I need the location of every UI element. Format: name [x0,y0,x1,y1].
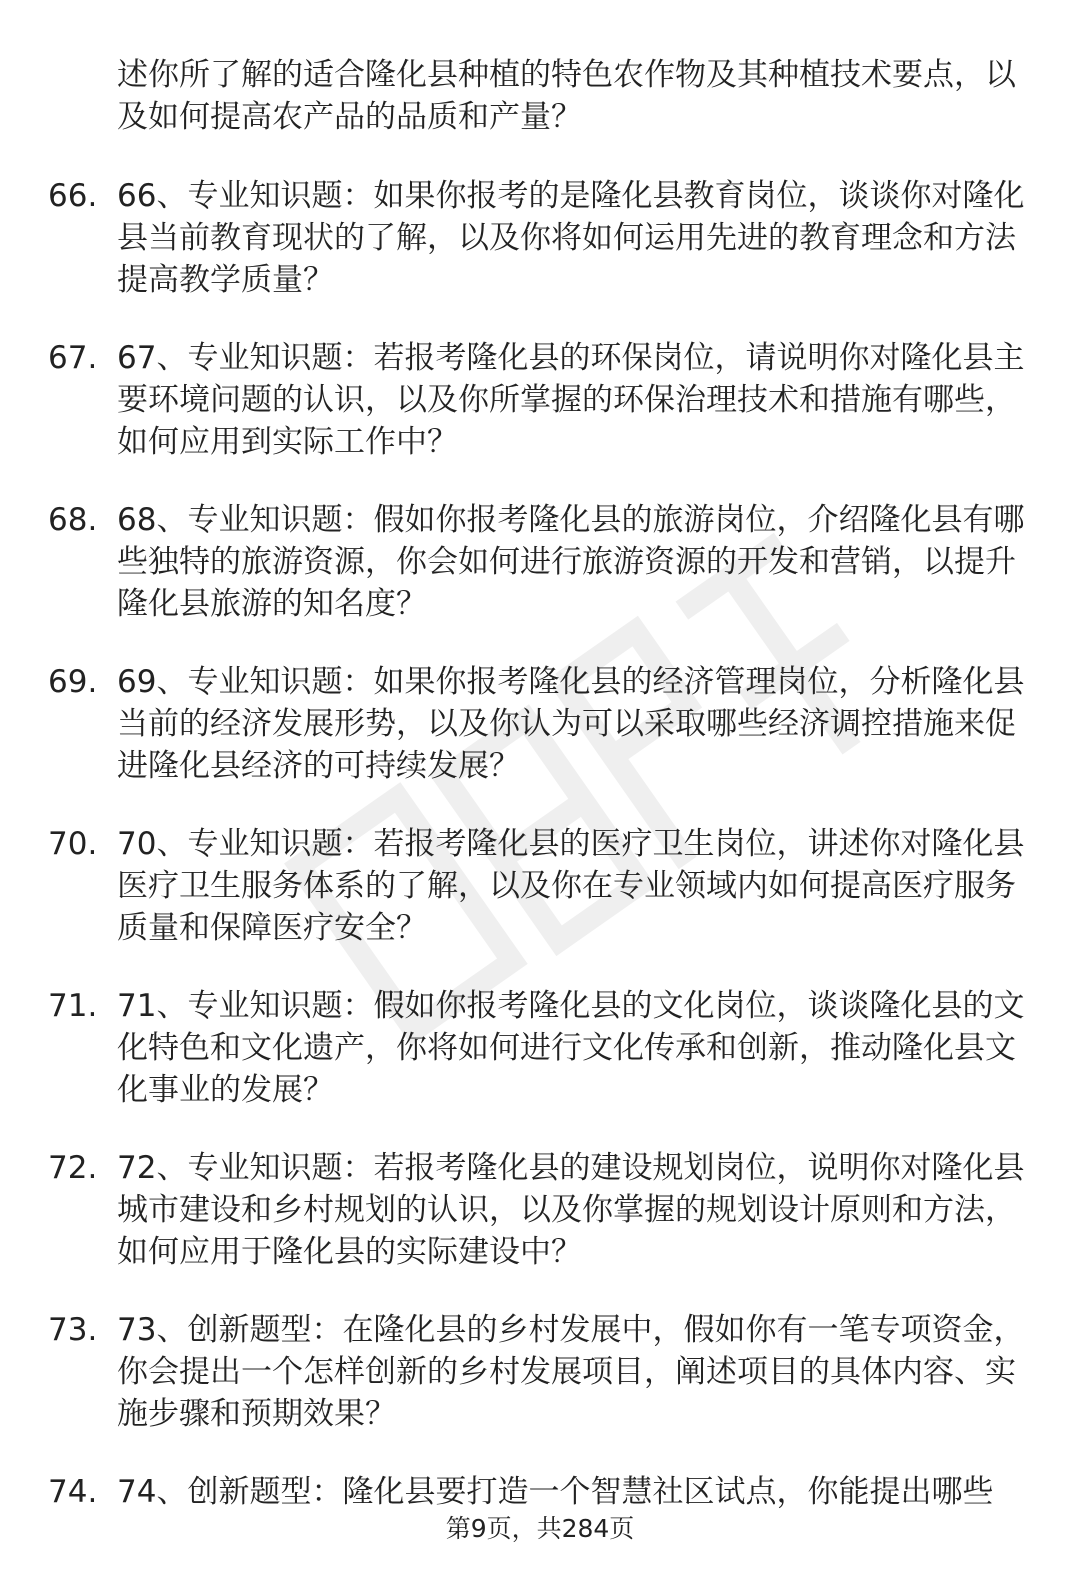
question-text: 71、专业知识题：假如你报考隆化县的文化岗位，谈谈隆化县的文化特色和文化遗产，你将如何进行文化传承和创新，推动隆化县文化事业的发展？ [117,988,1025,1108]
question-text: 66、专业知识题：如果你报考的是隆化县教育岗位，谈谈你对隆化县当前教育现状的了解，以及你将如何运用先进的教育理念和方法提高教学质量？ [117,178,1025,298]
question-number: 72. [48,1150,98,1186]
question-item [0,1309,1080,1471]
question-text: 69、专业知识题：如果你报考隆化县的经济管理岗位，分析隆化县当前的经济发展形势，以及你认为可以采取哪些经济调控措施来促进隆化县经济的可持续发展？ [117,664,1025,784]
question-item [0,175,1080,337]
question-text: 73、创新题型：在隆化县的乡村发展中，假如你有一笔专项资金，你会提出一个怎样创新的乡村发展项目，阐述项目的具体内容、实施步骤和预期效果？ [117,1312,1025,1432]
question-text: 68、专业知识题：假如你报考隆化县的旅游岗位，介绍隆化县有哪些独特的旅游资源，你会如何进行旅游资源的开发和营销，以提升隆化县旅游的知名度？ [117,502,1025,622]
question-list [0,175,1080,1580]
question-item [0,985,1080,1147]
question-text: 67、专业知识题：若报考隆化县的环保岗位，请说明你对隆化县主要环境问题的认识，以及你所掌握的环保治理技术和措施有哪些，如何应用到实际工作中？ [117,340,1025,460]
question-number: 74. [48,1474,98,1510]
question-number: 73. [48,1312,98,1348]
question-item [0,823,1080,985]
question-item [0,337,1080,499]
question-number: 68. [48,502,98,538]
page-footer: 第9页，共284页 [445,1514,635,1543]
question-item [0,1147,1080,1309]
question-text: 70、专业知识题：若报考隆化县的医疗卫生岗位，讲述你对隆化县医疗卫生服务体系的了解，以及你在专业领域内如何提高医疗服务质量和保障医疗安全？ [117,826,1025,946]
question-number: 70. [48,826,98,862]
question-number: 69. [48,664,98,700]
question-number: 71. [48,988,98,1024]
question-text: 72、专业知识题：若报考隆化县的建设规划岗位，说明你对隆化县城市建设和乡村规划的认识，以及你掌握的规划设计原则和方法，如何应用于隆化县的实际建设中？ [117,1150,1025,1270]
continuation-text: 述你所了解的适合隆化县种植的特色农作物及其种植技术要点，以及如何提高农产品的品质和产量？ [117,57,1016,135]
question-item [0,499,1080,661]
question-item [0,661,1080,823]
question-text: 74、创新题型：隆化县要打造一个智慧社区试点，你能提出哪些 [117,1474,994,1510]
question-number: 67. [48,340,98,376]
question-number: 66. [48,178,98,214]
